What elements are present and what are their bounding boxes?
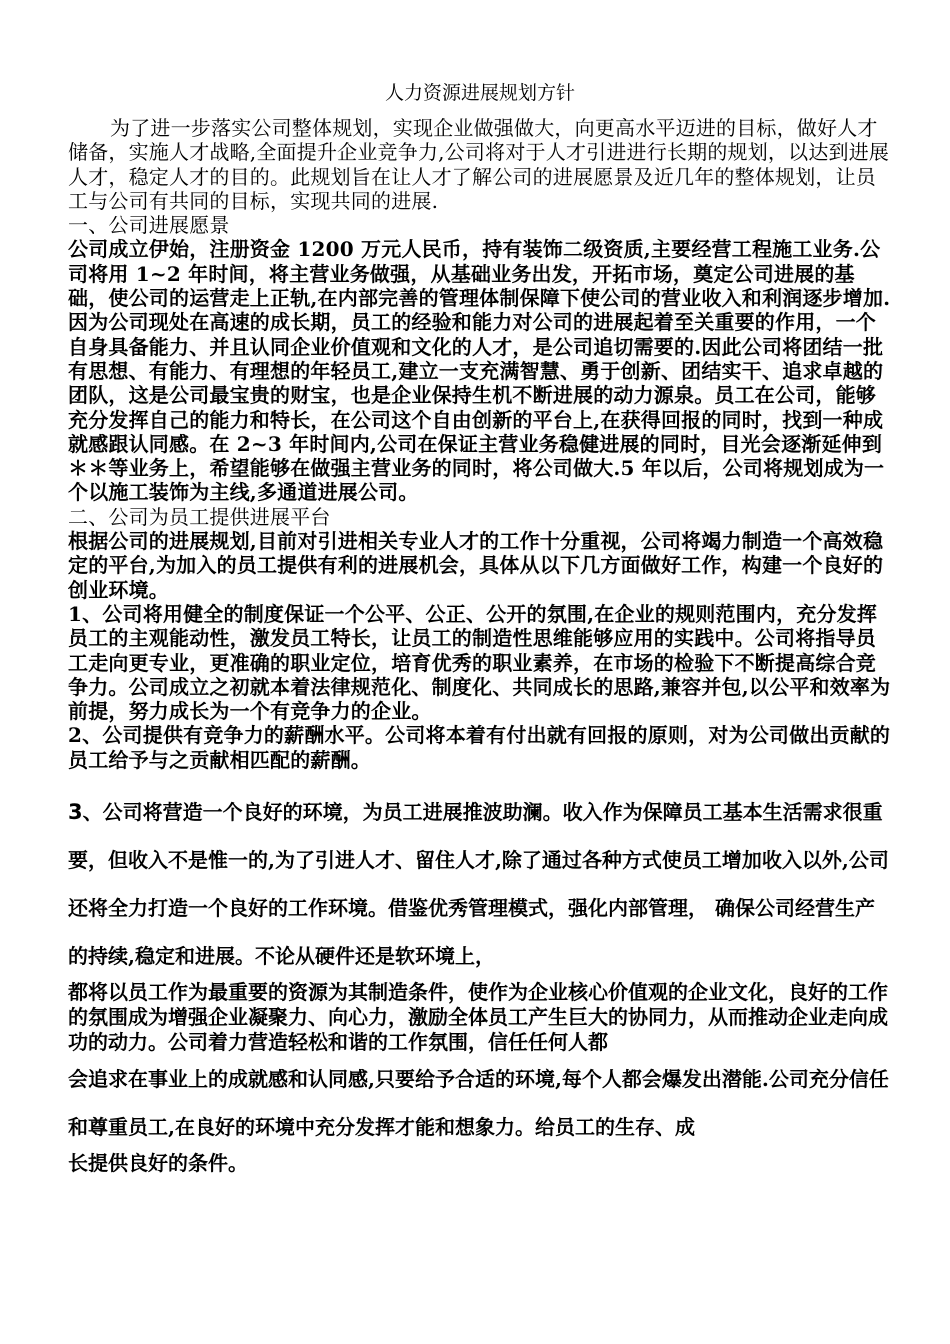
document-title: 人力资源进展规划方针 (384, 82, 575, 104)
section1-paragraph: 公司成立伊始，注册资金 1200 万元人民币，持有装饰二级资质,主要经营工程施工业务.公司将用 1~2 年时间，将主营业务做强，从基础业务出发，开拓市场，奠定公司进展的基础，使公司的运营走上正轨,在内部完善的管理体制保障下使公司的营业收入和利润逐步增加.因为公司现处在高速的成长期，员工的经验和能力对公司的进展起着至关重要的作用，一个自身具备能力、并且认同企业价值观和文化的人才，是公司追切需要的.因此公司将团结一批有思想、有能力、有理想的年轻员工,建立一支充满智慧、勇于创新、团结实干、追求卓越的团队，这是公司最宝贵的财宝，也是企业保持生机不断进展的动力源泉。员工在公司，能够充分发挥自己的能力和特长，在公司这个自由创新的平台上,在获得回报的同时，找到一种成就感跟认同感。在 2~3 年时间内,公司在保证主营业务稳健进展的同时，目光会逐渐延伸到＊＊等业务上，希望能够在做强主营业务的同时，将公司做大.5 年以后，公司将规划成为一个以施工装饰为主线,多通道进展公司。 (68, 237, 891, 505)
section-top (68, 116, 892, 505)
item2-paragraph: 2、公司提供有竞争力的薪酬水平。公司将本着有付出就有回报的原则，对为公司做出贡献的员工给予与之贡献相匹配的薪酬。 (68, 723, 891, 772)
section1-heading: 一、公司进展愿景 (68, 213, 230, 238)
item3-paragraph-part4: 长提供良好的条件。 (68, 1151, 248, 1176)
section2-heading: 二、公司为员工提供进展平台 (68, 504, 331, 529)
section-platform (68, 505, 892, 772)
section2-paragraph: 根据公司的进展规划,目前对引进相关专业人才的工作十分重视，公司将竭力制造一个高效稳定的平台,为加入的员工提供有利的进展机会，具体从以下几方面做好工作，构建一个良好的创业环境。 (68, 529, 884, 602)
item3-paragraph-part1 (68, 788, 892, 980)
item3-paragraph-part2: 都将以员工作为最重要的资源为其制造条件，使作为企业核心价值观的企业文化，良好的工作的氛围成为增强企业凝聚力、向心力，激励全体员工产生巨大的协同力，从而推动企业走向成功的动力。公司着力营造轻松和谐的工作氛围，信任任何人都 (68, 980, 888, 1055)
intro-paragraph: 为了进一步落实公司整体规划，实现企业做强做大，向更高水平迈进的目标，做好人才储备，实施人才战略,全面提升企业竞争力,公司将对于人才引进进行长期的规划，以达到进展人才，稳定人才的目的。此规划旨在让人才了解公司的进展愿景及近几年的整体规划，让员工与公司有共同的目标，实现共同的进展. (68, 116, 890, 213)
item3-text-part1: 、公司将营造一个良好的环境，为员工进展推波助澜。收入作为保障员工基本生活需求很重要，但收入不是惟一的,为了引进人才、留住人才,除了通过各种方式使员工增加收入以外,公司还将全力打造一个良好的工作环境。借鉴优秀管理模式，强化内部管理， 确保公司经营生产的持续,稳定和进展。不论从硬件还是软环境上， (68, 800, 889, 969)
item3-paragraph-part3: 会追求在事业上的成就感和认同感,只要给予合适的环境,每个人都会爆发出潜能.公司充分信任和尊重员工,在良好的环境中充分发挥才能和想象力。给员工的生存、成 (68, 1067, 889, 1140)
section-environment (68, 788, 892, 1176)
item1-paragraph: 1、公司将用健全的制度保证一个公平、公正、公开的氛围,在企业的规则范围内，充分发挥员工的主观能动性，激发员工特长，让员工的制造性思维能够应用的实践中。公司将指导员工走向更专业，更准确的职业定位，培育优秀的职业素养，在市场的检验下不断提高综合竞争力。公司成立之初就本着法律规范化、制度化、共同成长的思路,兼容并包,以公平和效率为前提，努力成长为一个有竞争力的企业。 (68, 601, 891, 724)
item3-number: 3 (68, 800, 83, 825)
